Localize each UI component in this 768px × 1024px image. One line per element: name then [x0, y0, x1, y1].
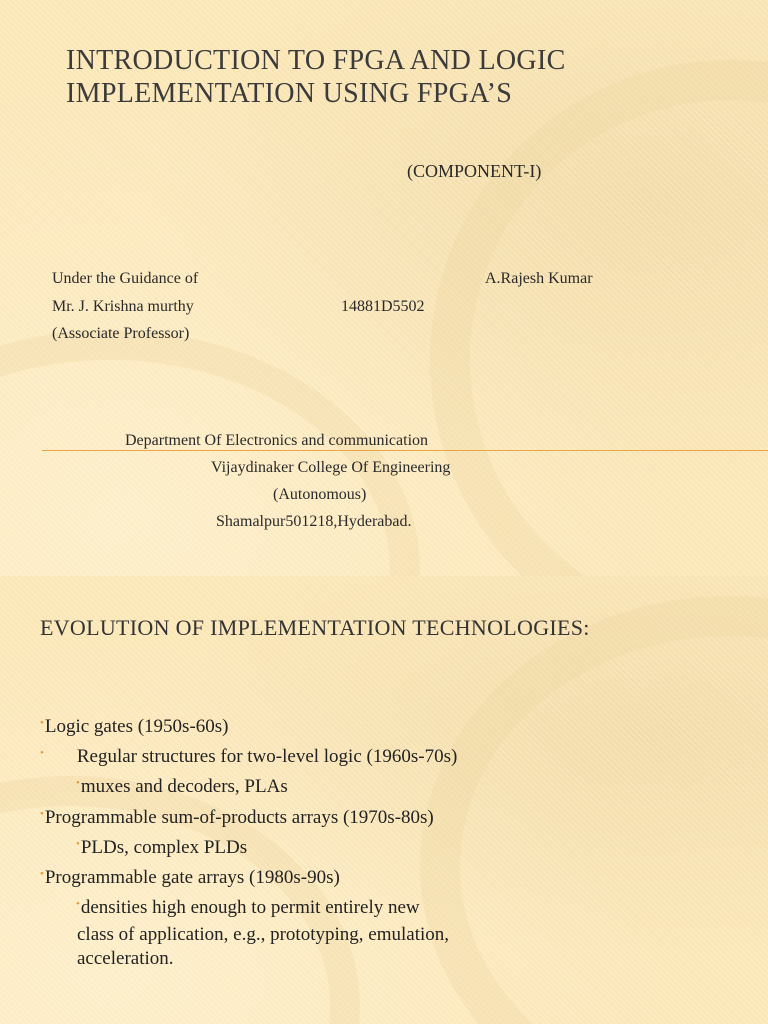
background-swirl [430, 60, 768, 576]
bullet-item: •muxes and decoders, PLAs [76, 776, 288, 797]
student-id: 14881D5502 [341, 298, 425, 315]
bullet-item: •Logic gates (1950s-60s) [40, 716, 229, 737]
bullet-item: •densities high enough to permit entirely new [76, 897, 420, 918]
bullet-continuation: class of application, e.g., prototyping, emulation, [77, 924, 450, 945]
bullet-item: • Regular structures for two-level logic (1960s-70s) [40, 746, 458, 767]
bullet-item: •PLDs, complex PLDs [76, 837, 248, 858]
bullet-icon: • [40, 717, 44, 729]
bullet-icon: • [40, 808, 44, 820]
bullet-item: •Programmable gate arrays (1980s-90s) [40, 867, 340, 888]
divider-line [42, 450, 768, 451]
autonomous-label: (Autonomous) [273, 486, 367, 503]
bullet-icon: • [76, 777, 80, 789]
component-label: (COMPONENT-I) [407, 161, 542, 181]
address: Shamalpur501218,Hyderabad. [216, 513, 412, 530]
bullet-item: •Programmable sum-of-products arrays (1970s-80s) [40, 807, 434, 828]
bullet-icon: • [40, 868, 44, 880]
slide-title [66, 44, 566, 110]
guidance-label: Under the Guidance of [52, 270, 199, 287]
bullet-icon: • [76, 838, 80, 850]
guide-title: (Associate Professor) [52, 325, 190, 342]
bullet-icon: • [40, 747, 44, 759]
title-line-1: INTRODUCTION TO FPGA AND LOGIC [66, 45, 566, 76]
department: Department Of Electronics and communication [125, 432, 429, 449]
title-line-2: IMPLEMENTATION USING FPGA’S [66, 78, 513, 109]
slide-heading: EVOLUTION OF IMPLEMENTATION TECHNOLOGIES: [40, 615, 590, 640]
bullet-icon: • [76, 898, 80, 910]
student-name: A.Rajesh Kumar [485, 270, 593, 287]
college-name: Vijaydinaker College Of Engineering [211, 459, 451, 476]
bullet-continuation: acceleration. [77, 948, 174, 969]
background-swirl [420, 596, 768, 1024]
guide-name: Mr. J. Krishna murthy [52, 298, 194, 315]
background-swirl [0, 330, 420, 576]
